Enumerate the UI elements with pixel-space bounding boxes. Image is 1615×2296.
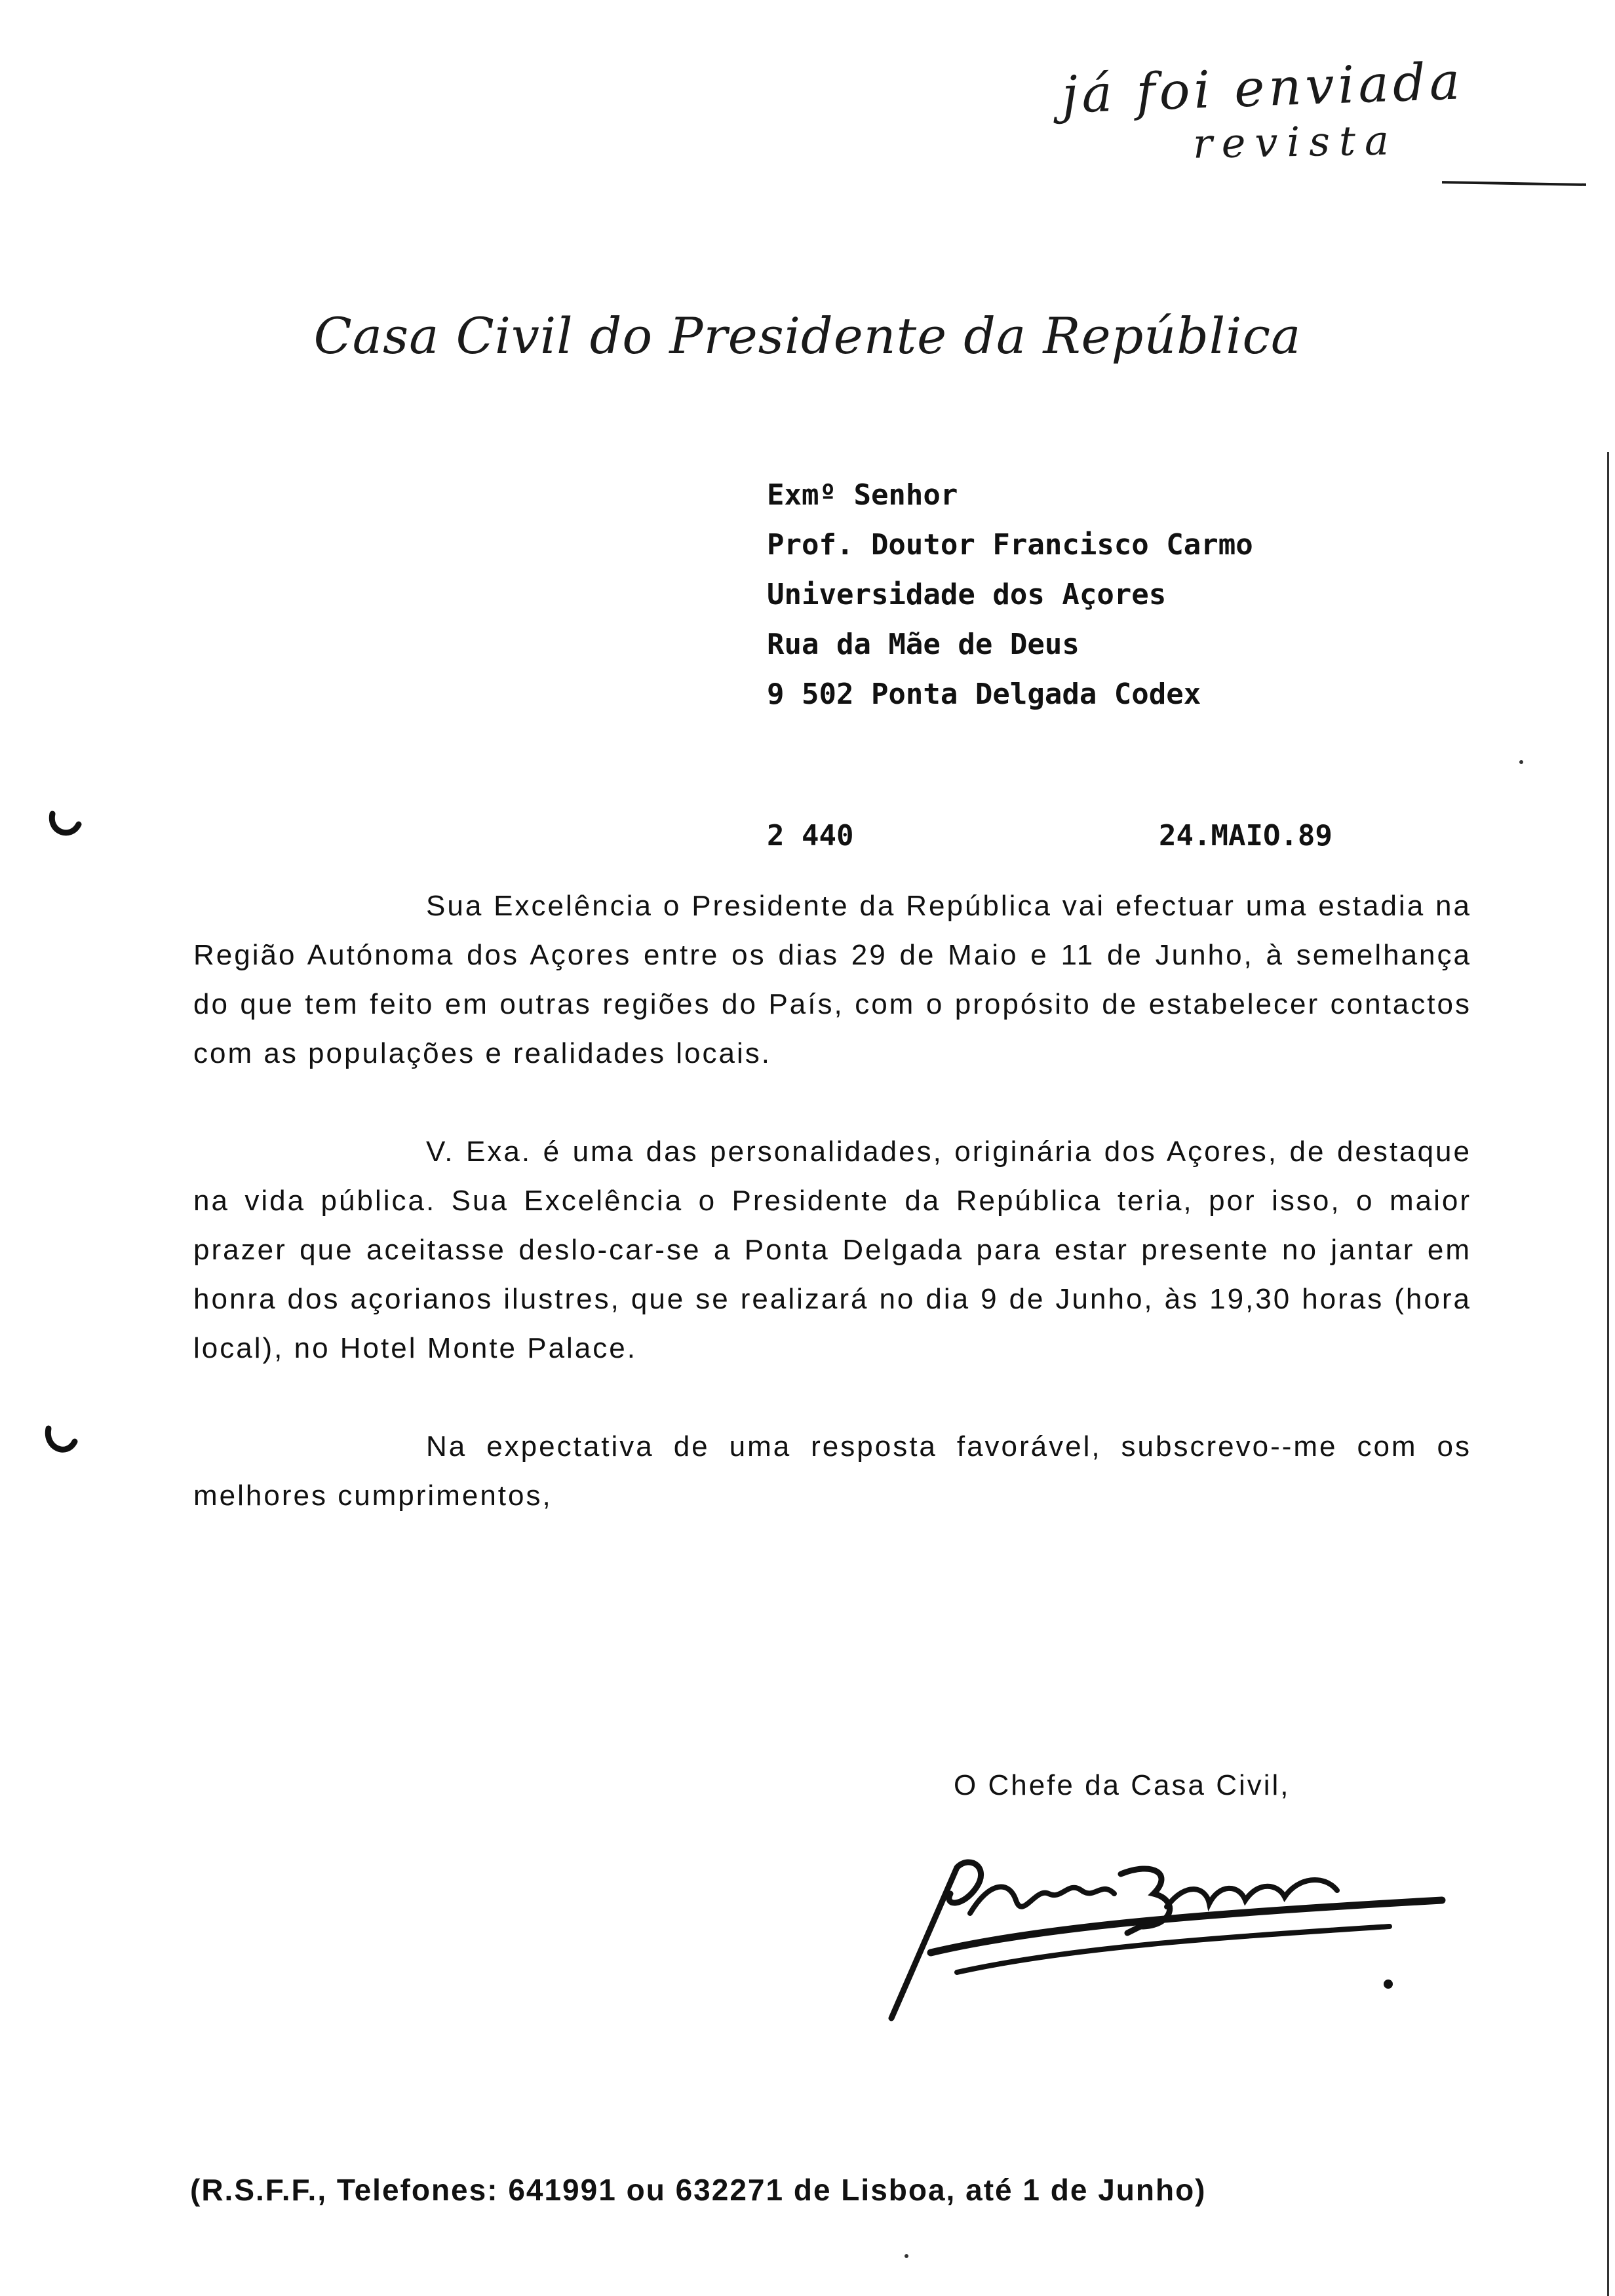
closing-title: O Chefe da Casa Civil,	[954, 1769, 1291, 1801]
signature	[878, 1828, 1468, 2025]
scan-speck	[905, 2254, 908, 2258]
recipient-street: Rua da Mãe de Deus	[767, 628, 1080, 661]
body-paragraph-2: V. Exa. é uma das personalidades, originária dos Açores, de destaque na vida pública. Sua Excelência o Presidente da República teria, por isso, o maior prazer que aceitasse deslo-car-se a Ponta Delgada para estar presente no jantar em honra dos açorianos ilustres, que se realizará no dia 9 de Junho, às 19,30 horas (hora local), no Hotel Monte Palace.	[193, 1136, 1471, 1364]
recipient-salutation: Exmº Senhor	[767, 478, 958, 512]
handwritten-underline	[1442, 181, 1586, 186]
scan-edge-line	[1607, 452, 1609, 2296]
body-paragraph-1: Sua Excelência o Presidente da República vai efectuar uma estadia na Região Autónoma dos Açores entre os dias 29 de Maio e 11 de Junho, à semelhança do que tem feito em outras regiões do País, com o propósito de estabelecer contactos com as populações e realidades locais.	[193, 890, 1471, 1069]
recipient-city: 9 502 Ponta Delgada Codex	[767, 678, 1201, 711]
punch-mark	[45, 806, 84, 845]
recipient-institution: Universidade dos Açores	[767, 578, 1167, 611]
punch-mark	[41, 1422, 80, 1461]
handwritten-note	[1049, 52, 1586, 203]
recipient-name: Prof. Doutor Francisco Carmo	[767, 528, 1253, 562]
letterhead: Casa Civil do Presidente da República	[313, 307, 1302, 365]
footer-note: (R.S.F.F., Telefones: 641991 ou 632271 de Lisboa, até 1 de Junho)	[190, 2173, 1207, 2207]
body-paragraph-3: Na expectativa de uma resposta favorável, subscrevo--me com os melhores cumprimentos,	[193, 1430, 1471, 1512]
recipient-address	[767, 470, 1253, 719]
handwritten-note-line1: já foi enviada	[1060, 52, 1465, 125]
handwritten-note-line2: revista	[1192, 116, 1399, 168]
letter-body	[193, 881, 1471, 1569]
letter-date: 24.MAIO.89	[1159, 819, 1333, 852]
scan-speck	[1519, 760, 1523, 764]
reference-number: 2 440	[767, 819, 854, 852]
